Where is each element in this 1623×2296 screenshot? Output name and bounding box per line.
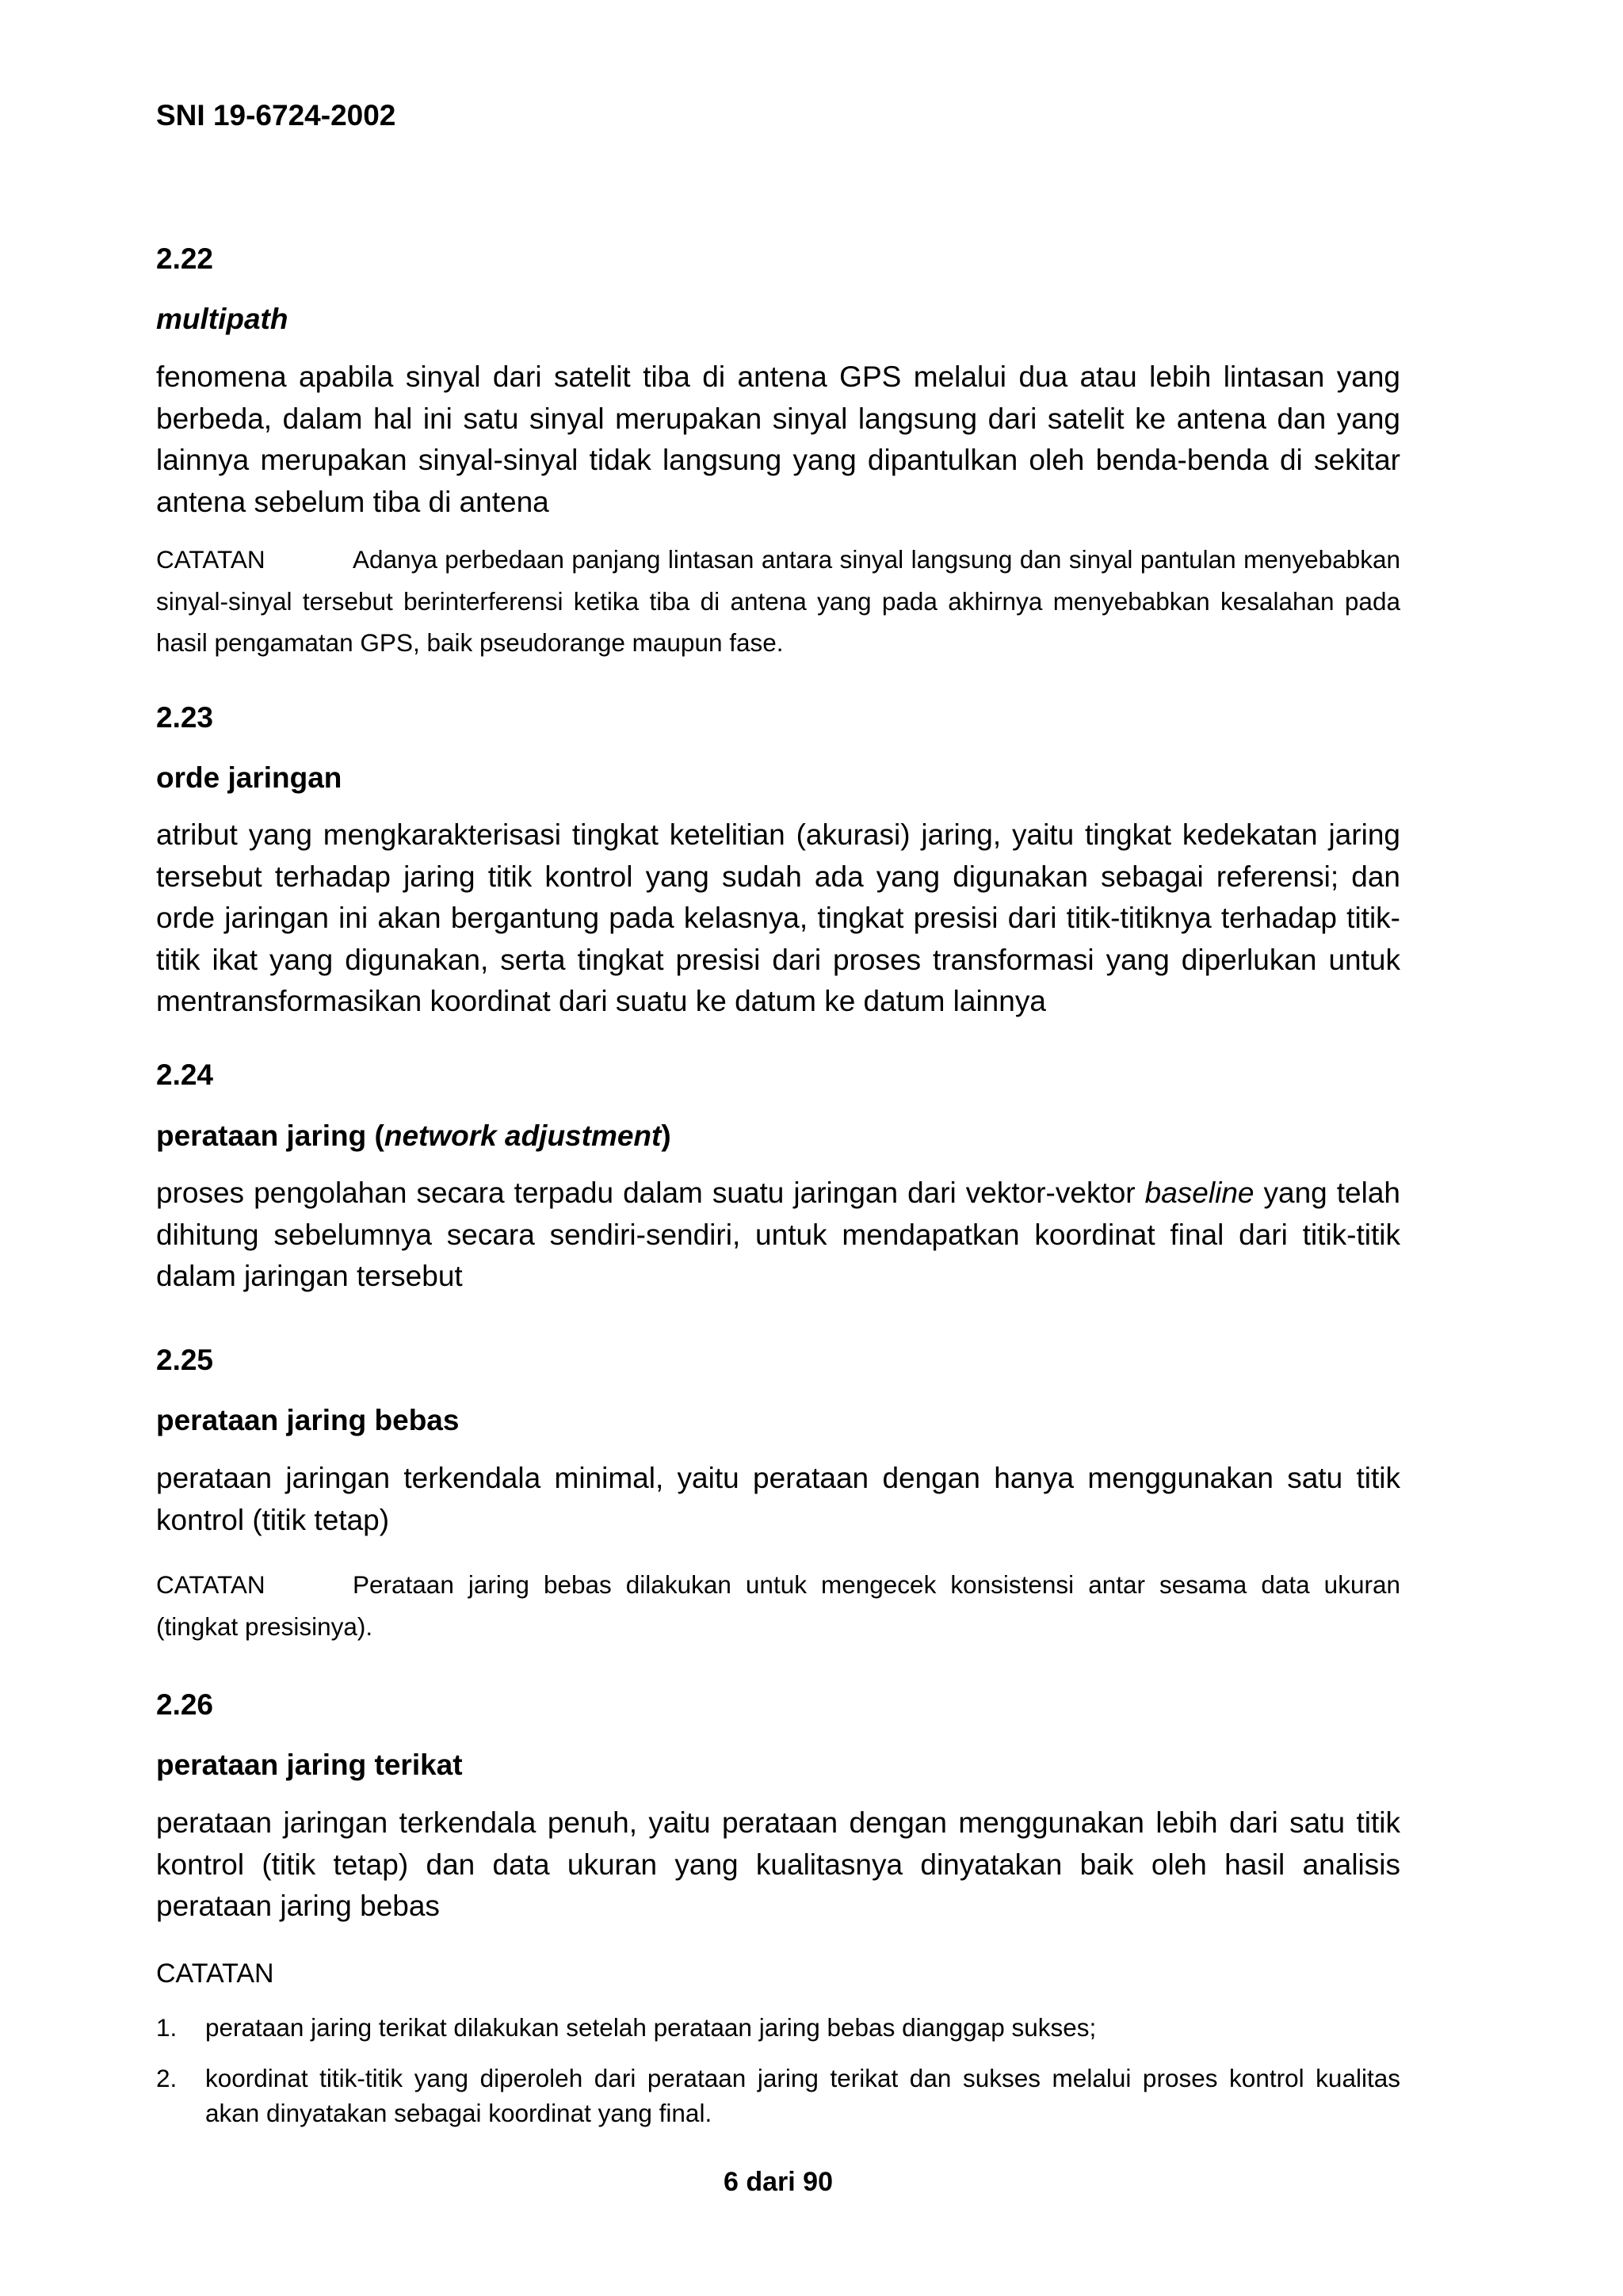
document-code: SNI 19-6724-2002 [156,99,396,132]
term-title [156,1119,671,1154]
note-text: Adanya perbedaan panjang lintasan antara sinyal langsung dan sinyal pantulan menyebabkan sinyal-sinyal tersebut berinterferensi ketika tiba di antena yang pada akhirnya menyebabkan kesalahan pada hasil pengamatan GPS, baik pseudorange maupun fase. [156,545,1400,657]
note-block [156,1564,1400,1647]
term-definition: perataan jaringan terkendala minimal, yaitu perataan dengan hanya menggunakan satu titik kontrol (titik tetap) [156,1462,1400,1536]
term-title: perataan jaring terikat [156,1749,463,1781]
term-title: orde jaringan [156,761,342,794]
term-definition [156,1173,1400,1298]
page-number: 6 dari 90 [724,2167,833,2197]
term-title-text: perataan jaring ( [156,1119,384,1152]
definition-part: yang telah dihitung sebelumnya secara sendiri-sendiri, untuk mendapatkan koordinat final dari titik-titik dalam jaringan tersebut [156,1177,1400,1292]
note-list-item [156,2010,1400,2045]
section-number: 2.25 [156,1344,214,1376]
term-title-italic: network adjustment [384,1119,662,1152]
note-text: Perataan jaring bebas dilakukan untuk mengecek konsistensi antar sesama data ukuran (tingkat presisinya). [156,1570,1400,1641]
term-title [156,302,288,337]
note-list-text: koordinat titik-titik yang diperoleh dari perataan jaring terikat dan sukses melalui proses kontrol kualitas akan dinyatakan sebagai koordinat yang final. [205,2064,1400,2127]
section-number: 2.22 [156,242,214,275]
definition-part: proses pengolahan secara terpadu dalam suatu jaringan dari vektor-vektor [156,1177,1145,1209]
note-list-number: 2. [156,2064,178,2092]
section-number: 2.26 [156,1688,214,1721]
term-definition: atribut yang mengkarakterisasi tingkat ketelitian (akurasi) jaring, yaitu tingkat kedekatan jaring tersebut terhadap jaring titik kontrol yang sudah ada yang digunakan sebagai referensi; dan orde jaringan ini akan bergantung pada kelasnya, tingkat presisi dari titik-titiknya terhadap titik-titik ikat yang digunakan, serta tingkat presisi dari proses transformasi yang diperlukan untuk mentransformasikan koordinat dari suatu ke datum ke datum lainnya [156,818,1400,1017]
note-label: CATATAN [156,1570,265,1599]
term-definition: perataan jaringan terkendala penuh, yaitu perataan dengan menggunakan lebih dari satu titik kontrol (titik tetap) dan data ukuran yang kualitasnya dinyatakan baik oleh hasil analisis perataan jaring bebas [156,1806,1400,1922]
note-label: CATATAN [156,545,265,574]
note-list [156,2010,1400,2130]
term-title-end: ) [661,1119,671,1152]
definition-italic: baseline [1144,1177,1254,1209]
note-list-text: perataan jaring terikat dilakukan setelah perataan jaring bebas dianggap sukses; [205,2013,1097,2042]
note-block [156,539,1400,664]
section-number: 2.23 [156,701,214,734]
term-title: perataan jaring bebas [156,1404,460,1436]
term-definition: fenomena apabila sinyal dari satelit tiba di antena GPS melalui dua atau lebih lintasan yang berbeda, dalam hal ini satu sinyal merupakan sinyal langsung dari satelit ke antena dan yang lainnya merupakan sinyal-sinyal tidak langsung yang dipantulkan oleh benda-benda di sekitar antena sebelum tiba di antena [156,360,1400,518]
term-title-text: multipath [156,303,288,335]
note-label: CATATAN [156,1958,274,1989]
note-list-item [156,2061,1400,2130]
section-number: 2.24 [156,1058,214,1091]
note-list-number: 1. [156,2013,178,2042]
